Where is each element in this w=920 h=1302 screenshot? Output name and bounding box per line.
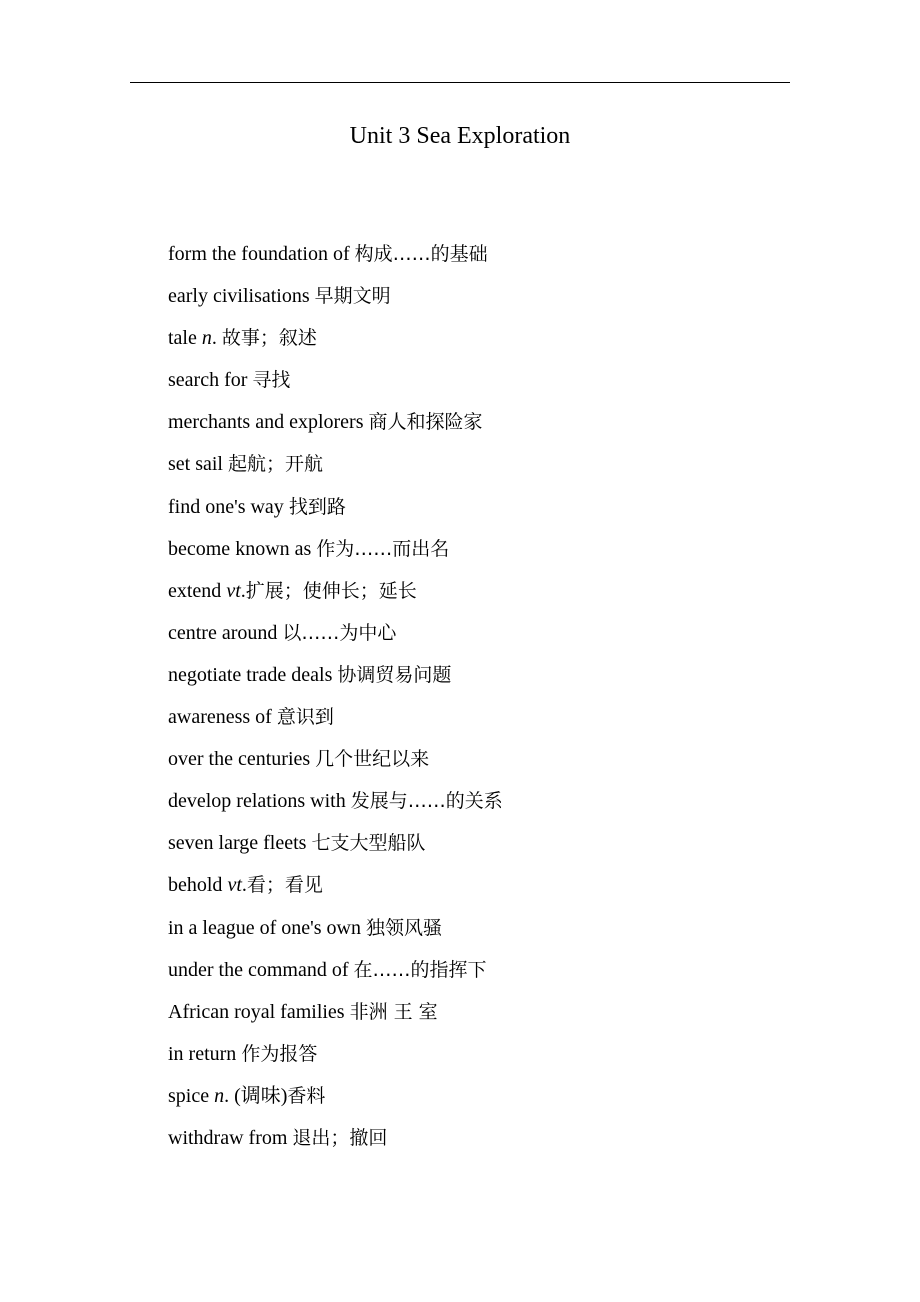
vocab-english: withdraw from	[168, 1126, 293, 1149]
vocab-entry	[168, 407, 503, 449]
vocab-entry	[168, 534, 503, 576]
vocab-entry	[168, 576, 503, 618]
vocab-entry	[168, 492, 503, 534]
vocab-english: search for	[168, 369, 253, 392]
vocab-english: merchants and explorers	[168, 411, 369, 434]
vocab-chinese: 几个世纪以来	[315, 748, 430, 771]
vocab-english: form the foundation of	[168, 243, 355, 265]
vocabulary-list	[168, 239, 503, 1165]
page-title: Unit 3 Sea Exploration	[349, 123, 571, 149]
vocab-entry	[168, 1123, 503, 1165]
vocab-part-of-speech: vt	[227, 874, 242, 897]
vocab-chinese: 意识到	[276, 706, 334, 729]
vocab-chinese: 协调贸易问题	[337, 663, 452, 686]
vocab-chinese: 独领风骚	[366, 916, 443, 939]
vocab-entry	[168, 828, 503, 870]
vocab-english: extend	[168, 579, 227, 602]
vocab-chinese: 构成……的基础	[354, 243, 488, 265]
vocab-chinese: 故事；叙述	[221, 327, 317, 350]
vocab-english: spice	[168, 1084, 215, 1107]
vocab-part-of-speech: vt	[226, 579, 241, 602]
vocab-entry	[168, 660, 503, 702]
vocab-english: in a league of one's own	[168, 916, 366, 939]
vocab-entry	[168, 1081, 503, 1123]
vocab-entry	[168, 997, 503, 1039]
vocab-english: early civilisations	[168, 285, 315, 308]
vocab-entry	[168, 870, 503, 912]
vocab-entry	[168, 955, 503, 997]
vocab-english: centre around	[168, 621, 283, 644]
vocab-chinese: 早期文明	[314, 285, 391, 308]
vocab-separator: .	[211, 327, 222, 350]
vocab-chinese: 扩展；使伸长；延长	[245, 579, 417, 602]
vocab-english: set sail	[168, 453, 228, 476]
vocab-entry	[168, 786, 503, 828]
vocab-separator: .	[240, 579, 246, 602]
vocab-entry	[168, 744, 503, 786]
vocab-chinese: 商人和探险家	[368, 411, 483, 434]
vocab-entry	[168, 702, 503, 744]
header-rule	[130, 82, 790, 83]
vocab-english: find one's way	[168, 495, 289, 518]
vocab-chinese: 香料	[287, 1084, 326, 1107]
vocab-chinese: 发展与……的关系	[350, 790, 503, 813]
vocab-chinese: 非洲 王 室	[349, 1000, 438, 1023]
vocab-english: seven large fleets	[168, 832, 312, 855]
vocab-entry	[168, 323, 503, 365]
vocab-chinese: 作为……而出名	[316, 537, 450, 560]
vocab-english: negotiate trade deals	[168, 663, 338, 686]
vocab-entry	[168, 365, 503, 407]
vocab-chinese: 作为报答	[241, 1042, 318, 1065]
vocab-separator: .	[241, 874, 247, 897]
vocab-english: tale	[168, 327, 202, 350]
vocab-entry	[168, 618, 503, 660]
vocab-entry	[168, 239, 503, 281]
vocab-entry	[168, 913, 503, 955]
vocab-chinese: 起航；开航	[228, 453, 324, 476]
vocab-part-of-speech: n	[201, 327, 212, 350]
vocab-chinese: 七支大型船队	[311, 832, 426, 855]
vocab-separator: . (调味)	[224, 1084, 288, 1107]
vocab-chinese: 以……为中心	[282, 621, 397, 644]
vocab-english: behold	[168, 874, 228, 897]
vocab-entry	[168, 1039, 503, 1081]
vocab-english: develop relations with	[168, 790, 351, 813]
vocab-english: in return	[168, 1042, 242, 1065]
vocab-english: awareness of	[168, 706, 277, 729]
vocab-chinese: 看；看见	[246, 874, 323, 897]
vocab-chinese: 找到路	[288, 495, 346, 518]
vocab-english: under the command of	[168, 958, 354, 981]
vocab-entry	[168, 449, 503, 491]
vocab-chinese: 寻找	[252, 369, 291, 392]
vocab-english: become known as	[168, 537, 317, 560]
vocab-chinese: 在……的指挥下	[353, 958, 487, 981]
vocab-english: African royal families	[168, 1000, 350, 1023]
vocab-entry	[168, 281, 503, 323]
vocab-chinese: 退出；撤回	[292, 1126, 388, 1149]
vocab-english: over the centuries	[168, 748, 316, 771]
vocab-part-of-speech: n	[214, 1084, 225, 1107]
